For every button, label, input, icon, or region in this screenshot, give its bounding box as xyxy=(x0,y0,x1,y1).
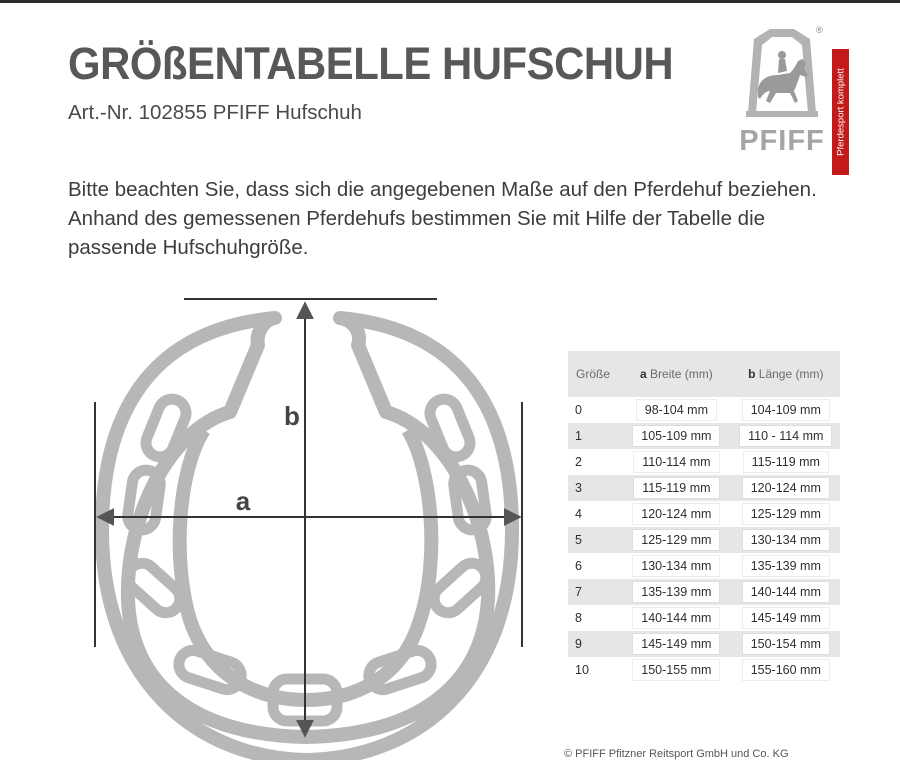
length-cell: 150-154 mm xyxy=(742,633,830,655)
width-cell: 130-134 mm xyxy=(632,555,720,577)
header-length: b Länge (mm) xyxy=(732,351,840,397)
size-cell: 4 xyxy=(568,501,621,527)
table-row xyxy=(568,657,840,683)
length-cell: 155-160 mm xyxy=(742,659,830,681)
label-b: b xyxy=(284,401,300,431)
width-cell: 110-114 mm xyxy=(633,451,719,473)
header-size: Größe xyxy=(568,351,621,397)
table-row xyxy=(568,631,840,657)
registered-mark: ® xyxy=(816,25,823,35)
length-cell: 135-139 mm xyxy=(742,555,830,577)
horseshoe-shape xyxy=(102,318,512,760)
copyright: © PFIFF Pfitzner Reitsport GmbH und Co. KG xyxy=(564,748,789,760)
size-cell: 8 xyxy=(568,605,621,631)
table-row xyxy=(568,527,840,553)
length-cell: 130-134 mm xyxy=(742,529,830,551)
size-cell: 3 xyxy=(568,475,621,501)
length-cell: 125-129 mm xyxy=(742,503,830,525)
length-cell: 120-124 mm xyxy=(742,477,830,499)
top-rule xyxy=(0,0,900,3)
table-row xyxy=(568,579,840,605)
width-cell: 150-155 mm xyxy=(632,659,720,681)
horseshoe-diagram xyxy=(0,280,560,760)
logo-tagline: Pferdesport komplett xyxy=(835,68,846,156)
width-cell: 135-139 mm xyxy=(632,581,720,603)
size-cell: 6 xyxy=(568,553,621,579)
length-cell: 110 - 114 mm xyxy=(739,425,832,447)
table-row xyxy=(568,397,840,423)
width-cell: 145-149 mm xyxy=(632,633,720,655)
logo-wordmark: PFIFF xyxy=(739,125,825,157)
size-cell: 9 xyxy=(568,631,621,657)
size-cell: 1 xyxy=(568,423,621,449)
size-cell: 7 xyxy=(568,579,621,605)
size-cell: 2 xyxy=(568,449,621,475)
length-cell: 140-144 mm xyxy=(742,581,830,603)
size-cell: 5 xyxy=(568,527,621,553)
size-table xyxy=(568,351,840,683)
pfiff-logo xyxy=(732,25,852,160)
size-cell: 0 xyxy=(568,397,621,423)
table-row xyxy=(568,449,840,475)
table-row xyxy=(568,475,840,501)
table-row xyxy=(568,423,840,449)
length-cell: 104-109 mm xyxy=(742,399,830,421)
width-cell: 98-104 mm xyxy=(636,399,717,421)
intro-text: Bitte beachten Sie, dass sich die angegebenen Maße auf den Pferdehuf beziehen. Anhand des gemessenen Pferdehufs bestimmen Sie mit Hilfe der Tabelle die passende Hufschuhgröße. xyxy=(68,178,817,259)
width-cell: 140-144 mm xyxy=(632,607,720,629)
stirrup-rider-icon xyxy=(732,25,832,125)
table-header-row xyxy=(568,351,840,397)
size-cell: 10 xyxy=(568,657,621,683)
width-cell: 105-109 mm xyxy=(632,425,720,447)
logo-tagline-bar xyxy=(832,49,849,175)
length-cell: 145-149 mm xyxy=(742,607,830,629)
width-cell: 120-124 mm xyxy=(632,503,720,525)
article-number: Art.-Nr. 102855 PFIFF Hufschuh xyxy=(68,101,362,124)
table-row xyxy=(568,553,840,579)
width-cell: 115-119 mm xyxy=(633,477,719,499)
length-cell: 115-119 mm xyxy=(743,451,829,473)
label-a: a xyxy=(235,486,251,516)
header-width: a Breite (mm) xyxy=(621,351,731,397)
table-row xyxy=(568,501,840,527)
width-cell: 125-129 mm xyxy=(632,529,720,551)
page-title: GRÖßENTABELLE HUFSCHUH xyxy=(68,38,674,89)
table-row xyxy=(568,605,840,631)
